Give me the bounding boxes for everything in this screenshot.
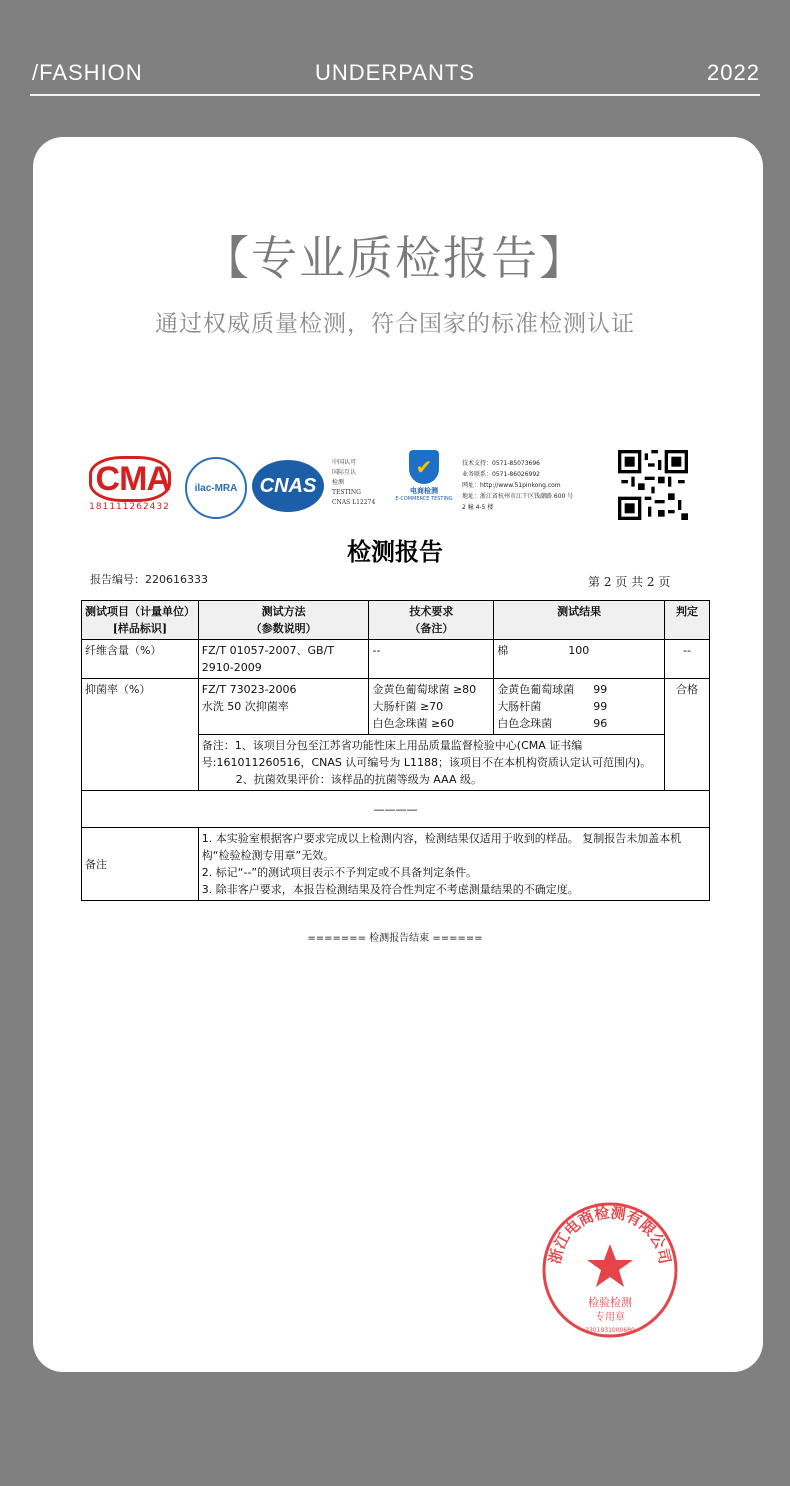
cma-logo-letters: MA — [119, 460, 170, 498]
result-value: 99 — [593, 700, 608, 713]
official-seal-stamp — [540, 1200, 680, 1340]
column-header-line: （备注） — [409, 622, 454, 635]
result-name: 白色念珠菌 — [497, 717, 553, 730]
shield-check-icon: ✔ — [409, 450, 439, 484]
result-value: 100 — [568, 644, 590, 657]
column-header-line: [样品标识] — [112, 622, 168, 635]
table-header-row — [82, 601, 710, 640]
judge-cell: -- — [665, 640, 710, 679]
table-row — [82, 640, 710, 679]
result-name: 大肠杆菌 — [497, 700, 542, 713]
result-line — [497, 715, 661, 732]
column-header — [665, 601, 710, 640]
cnas-note — [332, 458, 375, 508]
report-title: 检测报告 — [347, 537, 443, 566]
method-cell: FZ/T 01057-2007、GB/T 2910-2009 — [198, 640, 369, 679]
cma-logo — [82, 456, 177, 512]
ilac-mra-logo — [185, 457, 247, 519]
certification-logos — [82, 448, 702, 528]
column-header-line: 测试方法 — [261, 605, 306, 618]
ecommerce-testing-logo — [394, 450, 454, 502]
cnas-logo — [252, 460, 324, 512]
contact-line: 网址：http://www.51pinkong.com — [462, 482, 561, 489]
page-subtitle: 通过权威质量检测，符合国家的标准检测认证 — [155, 311, 635, 337]
column-header-line: 技术要求 — [409, 605, 454, 618]
result-label: 棉 — [497, 644, 509, 657]
method-line: FZ/T 73023-2006 — [201, 683, 297, 696]
qr-code-icon — [618, 450, 688, 520]
remarks-cell — [198, 828, 709, 901]
method-cell — [198, 679, 369, 735]
ecommerce-cn: 电商检测 — [410, 487, 438, 495]
seal-label-1: 检验检测 — [588, 1296, 632, 1309]
column-header — [494, 601, 665, 640]
contact-info — [462, 458, 573, 513]
contact-line: 2 幢 4-5 楼 — [462, 504, 494, 511]
seal-company-text: 浙江电商检测有限公司 — [545, 1203, 675, 1266]
requirement-line: 大肠杆菌 ≥70 — [372, 700, 444, 713]
result-value: 96 — [593, 717, 608, 730]
seal-label-2: 专用章 — [595, 1312, 625, 1323]
contact-line: 地址：浙江省杭州市江干区钱潮路 600 号 — [462, 493, 574, 500]
result-name: 金黄色葡萄球菌 — [497, 683, 575, 696]
result-cell — [494, 679, 665, 735]
cma-logo-mark: CMA — [89, 456, 171, 502]
report-table — [81, 600, 710, 901]
header-center-label: UNDERPANTS — [315, 60, 475, 85]
column-header — [198, 601, 369, 640]
star-icon — [587, 1244, 633, 1287]
result-cell — [494, 640, 665, 679]
requirement-line: 白色念珠菌 ≥60 — [372, 717, 455, 730]
column-header — [82, 601, 199, 640]
report-number: 报告编号：220616333 — [90, 573, 208, 586]
header-left-label: /FASHION — [32, 60, 143, 85]
requirement-line: 金黄色葡萄球菌 ≥80 — [372, 683, 477, 696]
item-cell: 纤维含量（%） — [82, 640, 199, 679]
table-row — [82, 679, 710, 735]
cnas-note-line: CNAS L12274 — [332, 499, 376, 506]
cma-number: 181111262432 — [89, 502, 170, 512]
report-page-indicator: 第 2 页 共 2 页 — [588, 575, 671, 589]
result-line — [497, 698, 661, 715]
header-year-label: 2022 — [707, 60, 760, 85]
note-line: 备注：1、该项目分包至江苏省功能性床上用品质量监督检验中心(CMA 证书编号:161011260516，CNAS 认可编号为 L1188；该项目不在本机构资质认定认可范围内)。 — [201, 739, 652, 769]
column-header-line: 判定 — [676, 605, 699, 618]
table-row — [82, 828, 710, 901]
contact-line: 技术支持：0571-85073696 — [462, 460, 540, 467]
result-value: 99 — [593, 683, 608, 696]
column-header — [369, 601, 494, 640]
requirement-cell: -- — [369, 640, 494, 679]
remark-line: 2. 标记“--”的测试项目表示不予判定或不具备判定条件。 — [201, 866, 478, 879]
column-header-line: （参数说明） — [250, 622, 317, 635]
method-line: 水洗 50 次抑菌率 — [201, 700, 289, 713]
page-title: 【专业质检报告】 — [203, 231, 587, 285]
cnas-note-line: 国际互认 — [332, 469, 357, 476]
item-cell: 抑菌率（%） — [82, 679, 199, 791]
remarks-label-cell: 备注 — [82, 828, 199, 901]
remark-line: 1. 本实验室根据客户要求完成以上检测内容，检测结果仅适用于收到的样品。 复制报告未加盖本机构“检验检测专用章”无效。 — [201, 832, 682, 862]
subcontract-note-cell — [198, 735, 664, 791]
top-header — [30, 60, 760, 96]
cnas-note-line: TESTING — [332, 489, 361, 496]
ilac-mra-text: ilac-MRA — [194, 482, 238, 494]
result-line — [497, 681, 661, 698]
report-end-marker: ======= 检测报告结束 ====== — [307, 933, 483, 944]
ecommerce-en: E-COMMERCE TESTING — [395, 496, 453, 502]
judge-cell: 合格 — [665, 679, 710, 791]
note-line: 2、抗菌效果评价：该样品的抗菌等级为 AAA 级。 — [235, 773, 482, 786]
remark-line: 3. 除非客户要求，本报告检测结果及符合性判定不考虑测量结果的不确定度。 — [201, 883, 579, 896]
blank-row-cell: ———— — [82, 791, 710, 828]
column-header-line: 测试结果 — [557, 605, 602, 618]
cnas-logo-text: CNAS — [259, 474, 317, 497]
contact-line: 业务联系：0571-86026992 — [462, 471, 540, 478]
cma-logo-text — [82, 456, 177, 502]
cnas-note-line: 中国认可 — [332, 459, 357, 466]
seal-code: 3301931000680 — [585, 1327, 635, 1334]
requirement-cell — [369, 679, 494, 735]
cnas-note-line: 检测 — [332, 479, 345, 486]
column-header-line: 测试项目（计量单位） — [85, 605, 195, 618]
table-row — [82, 791, 710, 828]
